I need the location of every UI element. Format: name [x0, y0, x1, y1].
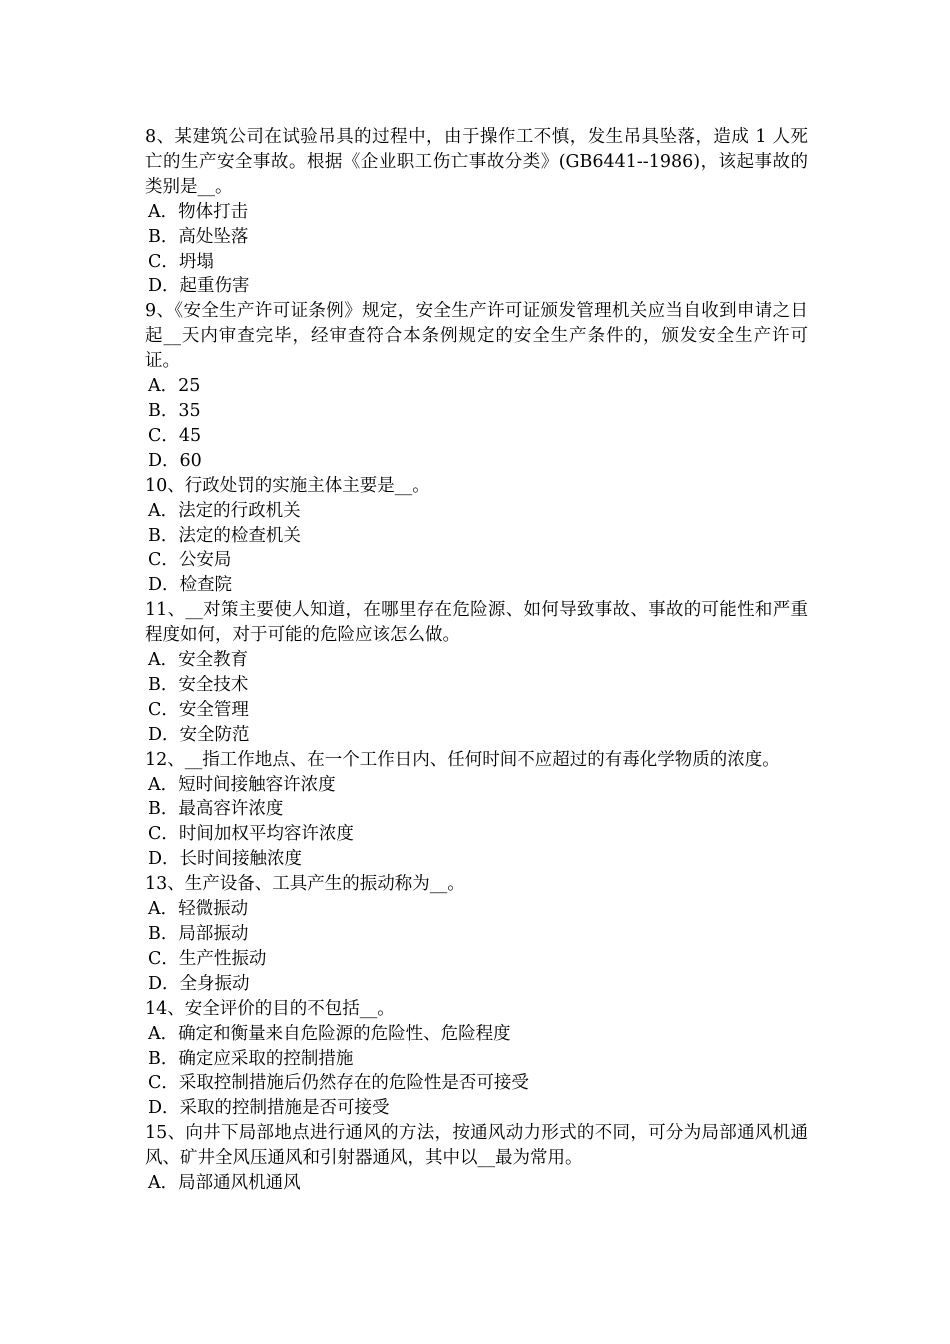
option-c: C．生产性振动 [148, 948, 267, 969]
question-10 [145, 474, 808, 599]
question-text: 8、某建筑公司在试验吊具的过程中，由于操作工不慎，发生吊具坠落，造成 1 人死亡的生产安全事故。根据《企业职工伤亡事故分类》(GB6441--1986)，该起事故的类别是__。 [145, 127, 808, 197]
option-c: C．45 [148, 425, 202, 446]
option-d: D．采取的控制措施是否可接受 [148, 1098, 390, 1119]
question-text: 13、生产设备、工具产生的振动称为__。 [145, 874, 465, 895]
question-13 [145, 872, 808, 997]
option-a: A．确定和衡量来自危险源的危险性、危险程度 [148, 1023, 511, 1044]
question-text: 12、__指工作地点、在一个工作日内、任何时间不应超过的有毒化学物质的浓度。 [145, 749, 780, 770]
question-text: 9、《安全生产许可证条例》规定，安全生产许可证颁发管理机关应当自收到申请之日起__天内审查完毕，经审查符合本条例规定的安全生产条件的，颁发安全生产许可证。 [145, 301, 808, 372]
option-c: C．公安局 [148, 550, 232, 571]
option-d: D．安全防范 [148, 724, 250, 745]
option-b: B．最高容许浓度 [148, 799, 284, 820]
question-9 [145, 299, 808, 473]
question-text: 10、行政处罚的实施主体主要是__。 [145, 475, 430, 496]
question-11 [145, 598, 808, 747]
option-d: D．60 [148, 450, 202, 471]
option-c: C．采取控制措施后仍然存在的危险性是否可接受 [148, 1073, 529, 1094]
option-a: A．轻微振动 [148, 899, 249, 920]
question-15 [145, 1121, 808, 1196]
question-text: 15、向井下局部地点进行通风的方法，按通风动力形式的不同，可分为局部通风机通风、矿井全风压通风和引射器通风，其中以__最为常用。 [145, 1123, 808, 1169]
option-a: A．25 [148, 376, 201, 397]
option-b: B．法定的检查机关 [148, 525, 301, 546]
option-d: D．检查院 [148, 575, 233, 596]
question-14 [145, 997, 808, 1122]
option-d: D．全身振动 [148, 973, 250, 994]
option-c: C．坍塌 [148, 251, 214, 272]
option-d: D．起重伤害 [148, 276, 250, 297]
question-12 [145, 748, 808, 873]
question-text: 11、__对策主要使人知道，在哪里存在危险源、如何导致事故、事故的可能性和严重程度如何，对于可能的危险应该怎么做。 [145, 600, 808, 646]
question-8 [145, 125, 808, 299]
document-page [145, 125, 808, 1196]
option-b: B．安全技术 [148, 674, 249, 695]
option-d: D．长时间接触浓度 [148, 849, 303, 870]
option-b: B．确定应采取的控制措施 [148, 1048, 354, 1069]
option-a: A．物体打击 [148, 201, 249, 222]
option-b: B．局部振动 [148, 924, 249, 944]
option-b: B．35 [148, 400, 201, 421]
option-a: A．短时间接触容许浓度 [148, 774, 336, 795]
question-text: 14、安全评价的目的不包括__。 [145, 998, 395, 1019]
option-a: A．安全教育 [148, 650, 249, 671]
option-c: C．安全管理 [148, 699, 249, 720]
option-b: B．高处坠落 [148, 226, 249, 247]
option-a: A．法定的行政机关 [148, 500, 301, 521]
option-c: C．时间加权平均容许浓度 [148, 824, 354, 845]
option-a: A．局部通风机通风 [148, 1173, 301, 1194]
